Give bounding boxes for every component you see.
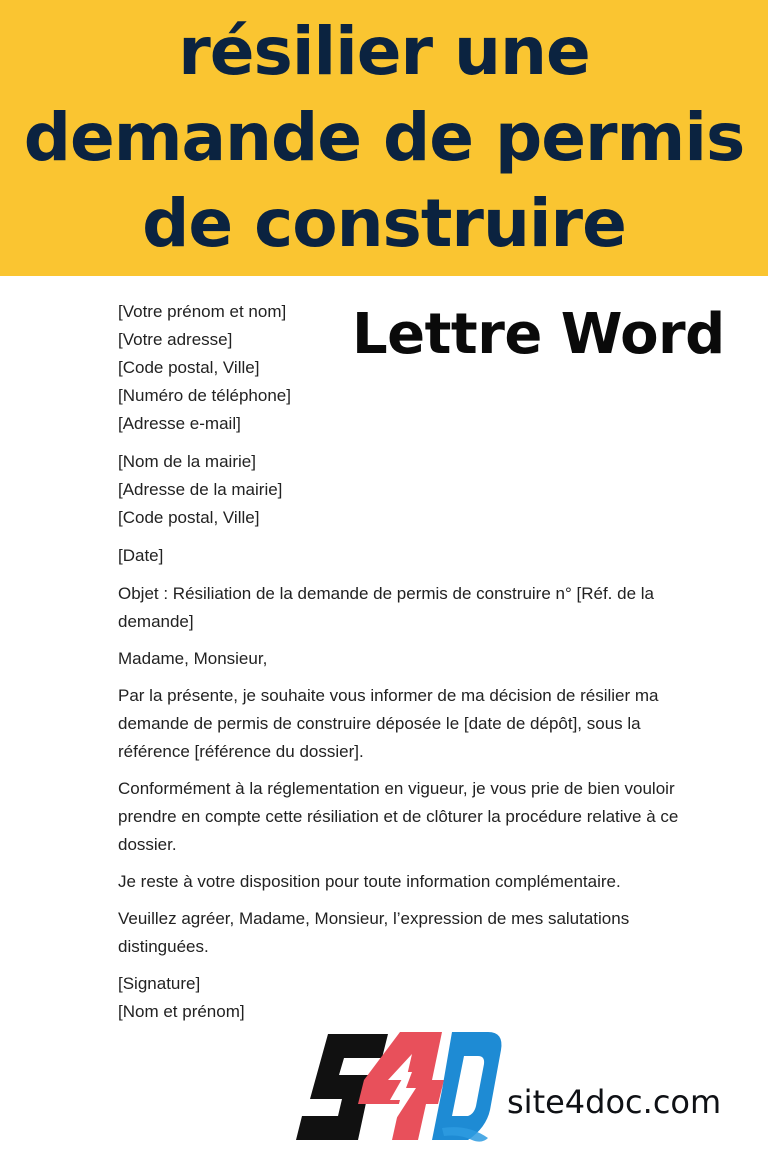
paragraph-2: Conformément à la réglementation en vigueur, je vous prie de bien vouloir prendre en compte cette résiliation et de clôturer la procédure relative à ce dossier.	[118, 779, 679, 854]
site4doc-logo	[292, 1028, 507, 1146]
sender-email: [Adresse e-mail]	[118, 414, 241, 433]
letter-body	[118, 298, 698, 1036]
recipient-block	[118, 448, 698, 532]
subject-line: Objet : Résiliation de la demande de permis de construire n° [Réf. de la demande]	[118, 584, 654, 631]
signature-line: [Signature]	[118, 974, 201, 993]
site-url: site4doc.com	[507, 1083, 722, 1121]
paragraph-4: Veuillez agréer, Madame, Monsieur, l’expression de mes salutations distinguées.	[118, 909, 630, 956]
signature-block	[118, 970, 698, 1026]
sender-block	[118, 298, 698, 438]
recipient-name: [Nom de la mairie]	[118, 452, 256, 471]
recipient-postal-city: [Code postal, Ville]	[118, 508, 260, 527]
recipient-address: [Adresse de la mairie]	[118, 480, 283, 499]
title-banner	[0, 0, 768, 276]
lettre-word-label: Lettre Word	[352, 302, 725, 367]
signer-name: [Nom et prénom]	[118, 1002, 245, 1021]
title-line-3: de construire	[142, 185, 626, 262]
title-line-2: demande de permis	[23, 99, 745, 176]
title-line-1: résilier une	[178, 13, 590, 90]
sender-address: [Votre adresse]	[118, 330, 233, 349]
sender-name: [Votre prénom et nom]	[118, 302, 287, 321]
greeting: Madame, Monsieur,	[118, 649, 268, 668]
date-line: [Date]	[118, 546, 164, 565]
sender-phone: [Numéro de téléphone]	[118, 386, 291, 405]
sender-postal-city: [Code postal, Ville]	[118, 358, 260, 377]
paragraph-3: Je reste à votre disposition pour toute information complémentaire.	[118, 872, 621, 891]
paragraph-1: Par la présente, je souhaite vous informer de ma décision de résilier ma demande de permis de construire déposée le [date de dépôt], sous la référence [référence du dossier].	[118, 686, 659, 761]
